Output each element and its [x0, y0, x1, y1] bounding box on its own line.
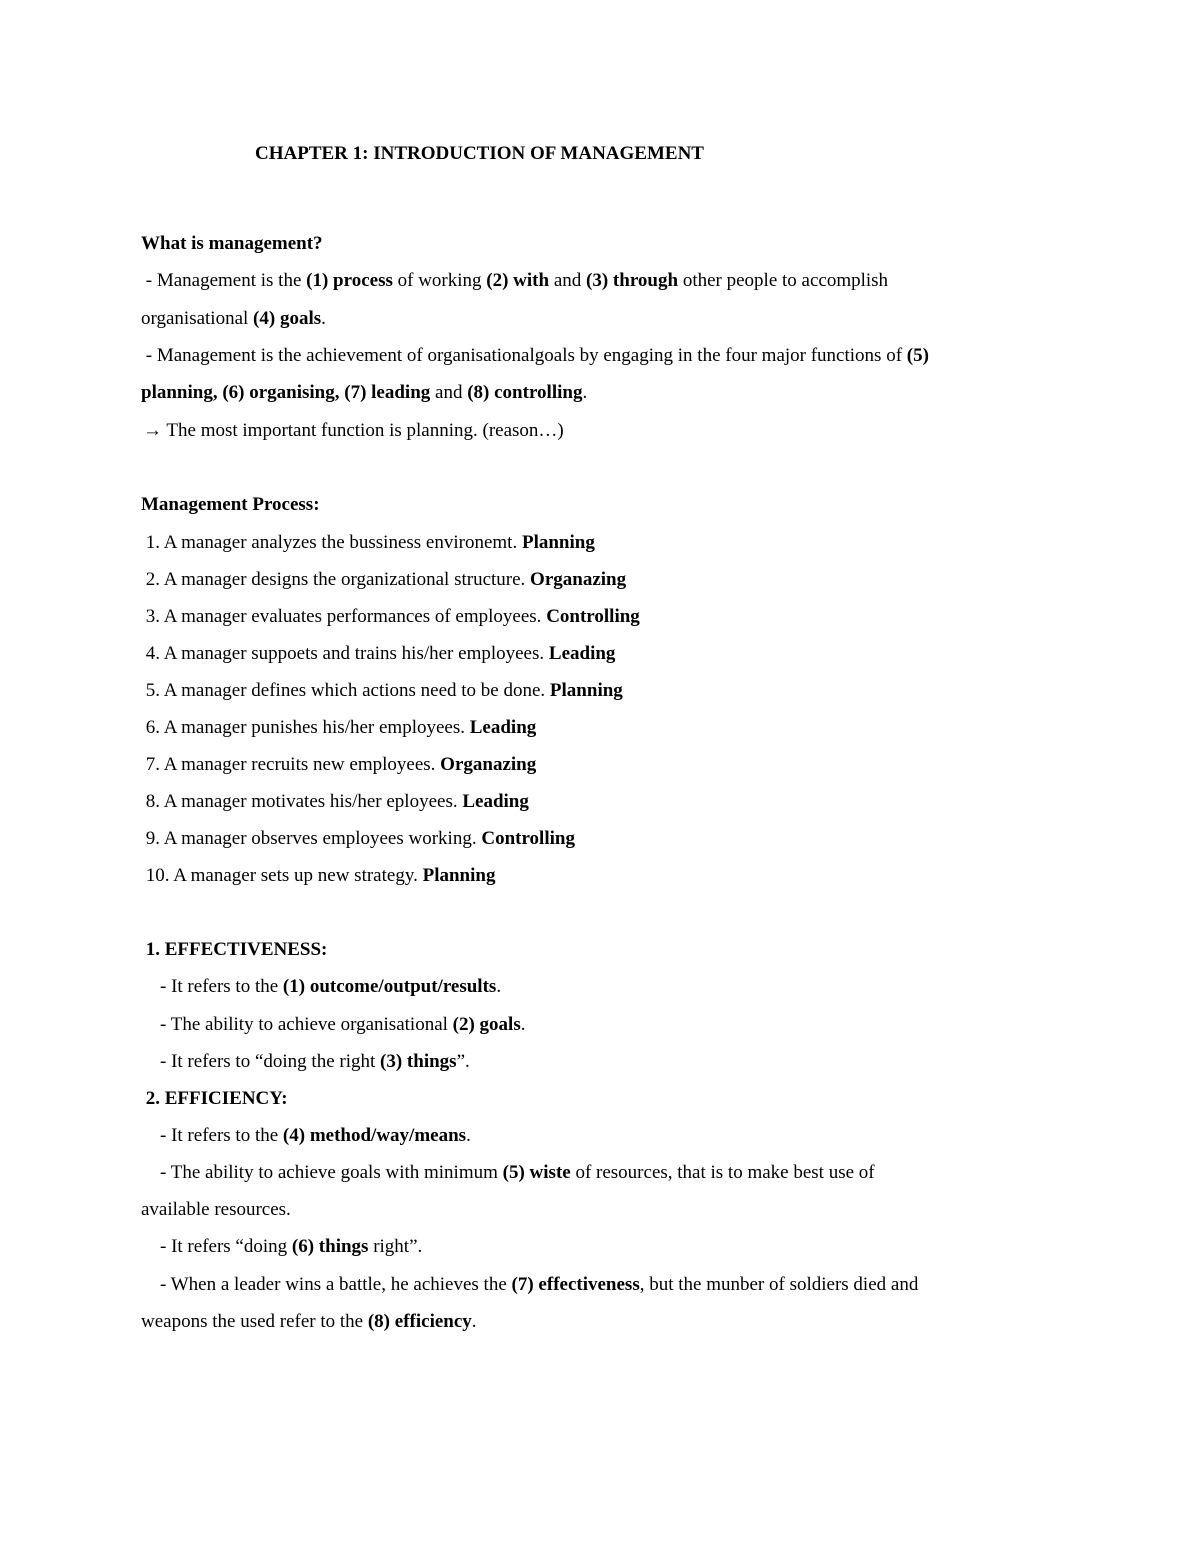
answer-wiste: (5) wiste [502, 1162, 571, 1183]
text-run: organisational [141, 308, 254, 329]
list-item [141, 863, 495, 889]
item-answer: Controlling [481, 828, 575, 849]
text-run: - When a leader wins a battle, he achieves the [141, 1274, 512, 1295]
text-run: - The ability to achieve goals with minimum [141, 1162, 503, 1183]
text-run: other people to accomplish [678, 270, 889, 291]
answer-goals: (4) goals [253, 308, 322, 329]
list-item [141, 826, 575, 852]
text-run: . [520, 1014, 526, 1035]
definition-line-3 [141, 343, 929, 369]
text-run: , but the munber of soldiers died and [639, 1274, 919, 1295]
item-text: 1. A manager analyzes the bussiness environemt. [141, 532, 522, 553]
definition-line-4 [141, 380, 587, 406]
efficiency-line-2 [141, 1160, 875, 1186]
text-run: of resources, that is to make best use of [570, 1162, 875, 1183]
efficiency-line-1 [141, 1123, 471, 1149]
item-text: 10. A manager sets up new strategy. [141, 865, 423, 886]
efficiency-line-3 [141, 1197, 291, 1223]
answer-through: (3) through [586, 270, 679, 291]
item-text: 7. A manager recruits new employees. [141, 754, 441, 775]
list-item [141, 752, 536, 778]
item-answer: Controlling [546, 606, 640, 627]
chapter-title: CHAPTER 1: INTRODUCTION OF MANAGEMENT [255, 143, 704, 164]
item-text: 6. A manager punishes his/her employees. [141, 717, 470, 738]
item-answer: Leading [548, 643, 616, 664]
answer-5: (5) [906, 345, 929, 366]
efficiency-heading: 2. EFFICIENCY: [141, 1088, 288, 1109]
text-run: and [549, 270, 587, 291]
list-item [141, 604, 640, 630]
efficiency-line-4 [141, 1234, 422, 1260]
item-text: 2. A manager designs the organizational structure. [141, 569, 531, 590]
answer-with: (2) with [486, 270, 550, 291]
effectiveness-heading: 1. EFFECTIVENESS: [141, 939, 328, 960]
answer-things: (6) things [291, 1236, 369, 1257]
definition-line-2 [141, 306, 326, 332]
definition-line-1 [141, 268, 888, 294]
text-run: weapons the used refer to the [141, 1311, 368, 1332]
note-text: The most important function is planning. (reason…) [162, 420, 564, 441]
text-run: . [582, 382, 588, 403]
text-run: . [466, 1125, 471, 1146]
item-text: 8. A manager motivates his/her eployees. [141, 791, 463, 812]
text-run: - It refers “doing [141, 1236, 292, 1257]
answer-controlling: (8) controlling [467, 382, 583, 403]
process-heading: Management Process: [141, 494, 320, 515]
text-run: - It refers to “doing the right [141, 1051, 381, 1072]
text-run: right”. [368, 1236, 423, 1257]
list-item [141, 678, 623, 704]
answer-effectiveness: (7) effectiveness [511, 1274, 640, 1295]
effectiveness-line-2 [141, 1012, 525, 1038]
text-run: . [321, 308, 326, 329]
text-run: and [430, 382, 468, 403]
efficiency-line-5 [141, 1272, 918, 1298]
answer-goals: (2) goals [452, 1014, 521, 1035]
item-answer: Leading [469, 717, 537, 738]
text-run: . [496, 976, 502, 997]
text-run: - Management is the achievement of organisationalgoals by engaging in the four major functions of [141, 345, 907, 366]
answer-functions: planning, (6) organising, (7) leading [141, 382, 431, 403]
item-answer: Planning [521, 532, 595, 553]
answer-efficiency: (8) efficiency [367, 1311, 472, 1332]
item-answer: Leading [462, 791, 529, 812]
answer-method: (4) method/way/means [282, 1125, 467, 1146]
answer-things: (3) things [380, 1051, 457, 1072]
text-run: available resources. [141, 1199, 291, 1220]
list-item [141, 715, 536, 741]
text-run: . [471, 1311, 477, 1332]
item-answer: Planning [549, 680, 623, 701]
effectiveness-line-1 [141, 974, 501, 1000]
item-answer: Organazing [530, 569, 627, 590]
item-text: 9. A manager observes employees working. [141, 828, 482, 849]
list-item [141, 789, 529, 815]
note-line [143, 418, 564, 444]
list-item [141, 567, 626, 593]
text-run: - It refers to the [141, 1125, 283, 1146]
text-run: ”. [456, 1051, 470, 1072]
answer-process: (1) process [306, 270, 393, 291]
item-answer: Planning [422, 865, 496, 886]
what-is-heading: What is management? [141, 233, 323, 254]
text-run: - It refers to the [141, 976, 283, 997]
right-arrow-icon: → [143, 420, 162, 441]
item-text: 4. A manager suppoets and trains his/her employees. [141, 643, 549, 664]
text-run: - Management is the [141, 270, 307, 291]
effectiveness-line-3 [141, 1049, 470, 1075]
item-text: 3. A manager evaluates performances of employees. [141, 606, 547, 627]
list-item [141, 641, 615, 667]
item-answer: Organazing [440, 754, 537, 775]
item-text: 5. A manager defines which actions need to be done. [141, 680, 550, 701]
answer-outcome: (1) outcome/output/results [282, 976, 497, 997]
text-run: of working [392, 270, 487, 291]
list-item [141, 530, 595, 556]
efficiency-line-6 [141, 1309, 477, 1335]
text-run: - The ability to achieve organisational [141, 1014, 453, 1035]
